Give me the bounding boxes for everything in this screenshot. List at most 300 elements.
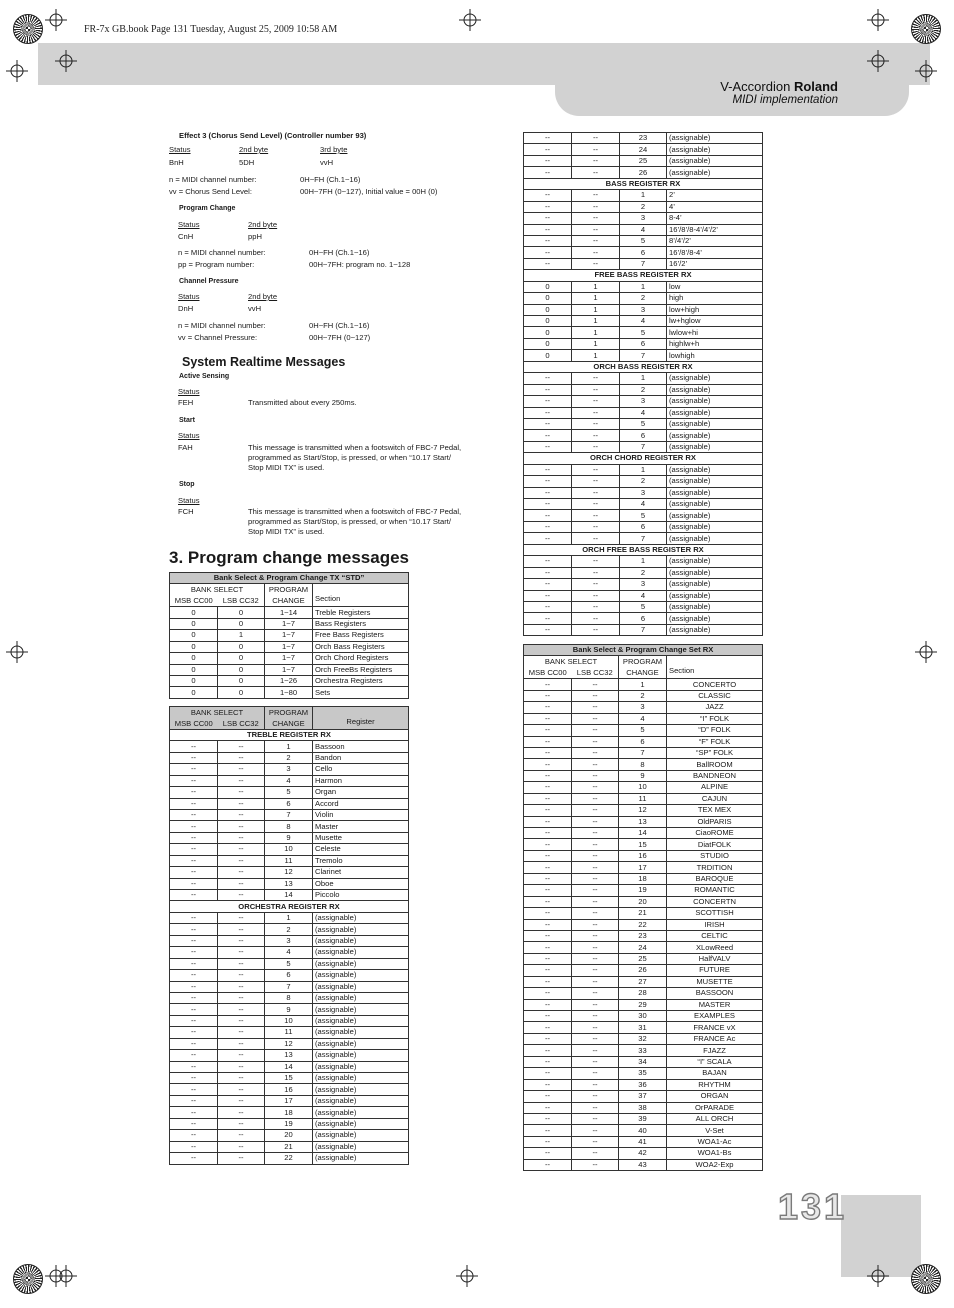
name-cell: (assignable) bbox=[313, 1141, 409, 1152]
program-cell: 7 bbox=[620, 441, 667, 452]
table-row bbox=[170, 912, 409, 923]
name-cell: 16’/8’/8-4’/4’/2’ bbox=[667, 224, 763, 235]
msb-cell: -- bbox=[524, 679, 572, 690]
registration-mark-icon bbox=[55, 1265, 77, 1287]
col-header-lsb: LSB CC32 bbox=[218, 595, 265, 606]
table-row bbox=[524, 1148, 763, 1159]
table-row bbox=[524, 533, 763, 544]
msb-cell: -- bbox=[524, 873, 572, 884]
program-cell: 17 bbox=[619, 862, 667, 873]
table-row bbox=[524, 828, 763, 839]
col-header-msb: MSB CC00 bbox=[170, 718, 218, 729]
lsb-cell: -- bbox=[218, 1073, 265, 1084]
table-row bbox=[170, 844, 409, 855]
table-row bbox=[524, 725, 763, 736]
program-cell: 2 bbox=[619, 690, 667, 701]
name-cell: IRISH bbox=[667, 919, 763, 930]
msb-cell: -- bbox=[524, 499, 572, 510]
pc-val-status: CnH bbox=[178, 232, 194, 241]
program-cell: 17 bbox=[265, 1095, 313, 1106]
name-cell: (assignable) bbox=[313, 912, 409, 923]
program-cell: 7 bbox=[619, 747, 667, 758]
table-row bbox=[524, 679, 763, 690]
name-cell: (assignable) bbox=[667, 373, 763, 384]
msb-cell: -- bbox=[524, 155, 572, 166]
col-header-change: CHANGE bbox=[265, 718, 313, 729]
program-cell: 1 bbox=[620, 556, 667, 567]
name-cell: Celeste bbox=[313, 844, 409, 855]
lsb-cell: -- bbox=[572, 725, 619, 736]
msb-cell: -- bbox=[170, 947, 218, 958]
name-cell: (assignable) bbox=[667, 533, 763, 544]
lsb-cell: 1 bbox=[572, 293, 620, 304]
name-cell: BallROOM bbox=[667, 759, 763, 770]
table-row bbox=[524, 304, 763, 315]
lsb-cell: -- bbox=[572, 1079, 619, 1090]
lsb-cell: -- bbox=[572, 953, 619, 964]
table-row bbox=[524, 213, 763, 224]
name-cell: CONCERTO bbox=[667, 679, 763, 690]
program-cell: 19 bbox=[619, 885, 667, 896]
lsb-cell: -- bbox=[572, 201, 620, 212]
msb-cell: -- bbox=[170, 741, 218, 752]
table-row bbox=[170, 618, 409, 629]
name-cell: 2’ bbox=[667, 190, 763, 201]
program-cell: 21 bbox=[265, 1141, 313, 1152]
lsb-cell: -- bbox=[572, 133, 620, 144]
program-cell: 43 bbox=[619, 1159, 667, 1170]
program-cell: 16 bbox=[265, 1084, 313, 1095]
lsb-cell: -- bbox=[218, 1153, 265, 1164]
name-cell: “I” FOLK bbox=[667, 713, 763, 724]
table-row bbox=[524, 430, 763, 441]
name-cell: (assignable) bbox=[313, 1095, 409, 1106]
lsb-cell: -- bbox=[218, 1118, 265, 1129]
program-cell: 8 bbox=[265, 992, 313, 1003]
table-row bbox=[524, 418, 763, 429]
realtime-title: System Realtime Messages bbox=[182, 355, 346, 369]
program-cell: 13 bbox=[619, 816, 667, 827]
stop-status-value: FCH bbox=[178, 507, 194, 516]
lsb-cell: 1 bbox=[218, 630, 265, 641]
table-row bbox=[170, 867, 409, 878]
name-cell: (assignable) bbox=[667, 499, 763, 510]
lsb-cell: -- bbox=[572, 407, 620, 418]
start-desc-line: This message is transmitted when a footswitch of FBC-7 Pedal, bbox=[248, 443, 462, 452]
msb-cell: -- bbox=[170, 832, 218, 843]
program-cell: 12 bbox=[265, 867, 313, 878]
lsb-cell: -- bbox=[218, 752, 265, 763]
name-cell: CELTIC bbox=[667, 930, 763, 941]
group-header-row bbox=[170, 901, 409, 912]
msb-cell: -- bbox=[170, 924, 218, 935]
name-cell: TEX MEX bbox=[667, 805, 763, 816]
msb-cell: -- bbox=[524, 1125, 572, 1136]
msb-cell: -- bbox=[170, 798, 218, 809]
name-cell: Oboe bbox=[313, 878, 409, 889]
name-cell: Treble Registers bbox=[313, 607, 409, 618]
msb-cell: -- bbox=[170, 1141, 218, 1152]
table-row bbox=[170, 809, 409, 820]
program-cell: 40 bbox=[619, 1125, 667, 1136]
name-cell: JAZZ bbox=[667, 702, 763, 713]
table-row bbox=[524, 327, 763, 338]
group-header-row bbox=[170, 729, 409, 740]
program-cell: 6 bbox=[620, 613, 667, 624]
group-header: BASS REGISTER RX bbox=[524, 178, 763, 189]
lsb-cell: -- bbox=[218, 878, 265, 889]
lsb-cell: -- bbox=[572, 713, 619, 724]
lsb-cell: -- bbox=[572, 476, 620, 487]
table-row bbox=[170, 878, 409, 889]
name-cell: Sets bbox=[313, 687, 409, 698]
pc-note-key: pp = Program number: bbox=[178, 260, 255, 269]
lsb-cell: -- bbox=[218, 787, 265, 798]
lsb-cell: -- bbox=[572, 613, 620, 624]
msb-cell: -- bbox=[170, 1084, 218, 1095]
msb-cell: -- bbox=[170, 809, 218, 820]
msb-cell: -- bbox=[524, 690, 572, 701]
msb-cell: -- bbox=[524, 1102, 572, 1113]
table-row bbox=[170, 1061, 409, 1072]
msb-cell: -- bbox=[524, 725, 572, 736]
program-cell: 24 bbox=[620, 144, 667, 155]
lsb-cell: -- bbox=[218, 867, 265, 878]
name-cell: WOA1-Ac bbox=[667, 1136, 763, 1147]
lsb-cell: -- bbox=[572, 499, 620, 510]
set-rx-table bbox=[523, 644, 763, 1171]
name-cell: Bandon bbox=[313, 752, 409, 763]
msb-cell: -- bbox=[524, 896, 572, 907]
table-row bbox=[524, 144, 763, 155]
program-cell: 1~7 bbox=[265, 641, 313, 652]
name-cell: OrPARADE bbox=[667, 1102, 763, 1113]
msb-cell: -- bbox=[524, 556, 572, 567]
name-cell: Master bbox=[313, 821, 409, 832]
program-cell: 18 bbox=[265, 1107, 313, 1118]
msb-cell: -- bbox=[524, 1022, 572, 1033]
msb-cell: -- bbox=[170, 752, 218, 763]
start-status-value: FAH bbox=[178, 443, 193, 452]
brand-subtitle: MIDI implementation bbox=[732, 94, 838, 106]
name-cell: (assignable) bbox=[667, 487, 763, 498]
effect3-heading: Effect 3 (Chorus Send Level) (Controller number 93) bbox=[179, 131, 367, 140]
table-row bbox=[170, 607, 409, 618]
effect3-val-2nd: 5DH bbox=[239, 158, 255, 167]
program-cell: 7 bbox=[265, 981, 313, 992]
program-cell: 7 bbox=[620, 624, 667, 635]
bank-select-tx-table bbox=[169, 572, 409, 699]
program-cell: 31 bbox=[619, 1022, 667, 1033]
table-row bbox=[524, 1056, 763, 1067]
program-cell: 2 bbox=[620, 384, 667, 395]
program-cell: 1~7 bbox=[265, 653, 313, 664]
name-cell: Violin bbox=[313, 809, 409, 820]
col-header-bank: BANK SELECT bbox=[170, 707, 265, 718]
rosette-mark-icon bbox=[13, 1264, 43, 1294]
registration-mark-icon bbox=[459, 9, 481, 31]
lsb-cell: -- bbox=[218, 935, 265, 946]
msb-cell: 0 bbox=[170, 687, 218, 698]
table-row bbox=[524, 441, 763, 452]
name-cell: DiatFOLK bbox=[667, 839, 763, 850]
lsb-cell: -- bbox=[572, 1136, 619, 1147]
lsb-cell: -- bbox=[572, 999, 619, 1010]
registration-mark-icon bbox=[55, 50, 77, 72]
name-cell: CiaoROME bbox=[667, 828, 763, 839]
lsb-cell: -- bbox=[218, 912, 265, 923]
msb-cell: -- bbox=[524, 1079, 572, 1090]
start-heading: Start bbox=[179, 417, 195, 424]
msb-cell: -- bbox=[524, 862, 572, 873]
lsb-cell: -- bbox=[572, 828, 619, 839]
name-cell: BANDNEON bbox=[667, 770, 763, 781]
msb-cell: -- bbox=[524, 908, 572, 919]
msb-cell: -- bbox=[524, 976, 572, 987]
msb-cell: -- bbox=[524, 759, 572, 770]
lsb-cell: -- bbox=[218, 1027, 265, 1038]
lsb-cell: -- bbox=[218, 1061, 265, 1072]
lsb-cell: -- bbox=[572, 1045, 619, 1056]
name-cell: (assignable) bbox=[667, 556, 763, 567]
lsb-cell: -- bbox=[218, 890, 265, 901]
lsb-cell: -- bbox=[572, 1033, 619, 1044]
table-row bbox=[524, 1102, 763, 1113]
group-header: TREBLE REGISTER RX bbox=[170, 729, 409, 740]
lsb-cell: -- bbox=[218, 775, 265, 786]
lsb-cell: -- bbox=[572, 1011, 619, 1022]
program-cell: 20 bbox=[619, 896, 667, 907]
lsb-cell: -- bbox=[572, 805, 619, 816]
col-header-lsb: LSB CC32 bbox=[218, 718, 265, 729]
col-header-bank: BANK SELECT bbox=[524, 656, 619, 667]
program-cell: 21 bbox=[619, 908, 667, 919]
msb-cell: -- bbox=[524, 1091, 572, 1102]
program-cell: 22 bbox=[619, 919, 667, 930]
msb-cell: -- bbox=[524, 590, 572, 601]
msb-cell: -- bbox=[524, 805, 572, 816]
table-row bbox=[524, 759, 763, 770]
msb-cell: -- bbox=[524, 373, 572, 384]
name-cell: (assignable) bbox=[313, 1107, 409, 1118]
lsb-cell: -- bbox=[572, 396, 620, 407]
lsb-cell: -- bbox=[218, 855, 265, 866]
name-cell: “I” SCALA bbox=[667, 1056, 763, 1067]
lsb-cell: -- bbox=[572, 1068, 619, 1079]
active-status-label: Status bbox=[178, 387, 200, 396]
cp-val-2nd: vvH bbox=[248, 304, 262, 313]
name-cell: (assignable) bbox=[313, 1153, 409, 1164]
program-cell: 1 bbox=[619, 679, 667, 690]
table-row bbox=[524, 942, 763, 953]
channel-pressure-heading: Channel Pressure bbox=[179, 278, 239, 285]
lsb-cell: -- bbox=[218, 798, 265, 809]
name-cell: Bass Registers bbox=[313, 618, 409, 629]
lsb-cell: -- bbox=[572, 247, 620, 258]
msb-cell: 0 bbox=[170, 641, 218, 652]
program-cell: 12 bbox=[265, 1038, 313, 1049]
table-row bbox=[524, 235, 763, 246]
name-cell: BAROQUE bbox=[667, 873, 763, 884]
program-cell: 5 bbox=[619, 725, 667, 736]
registration-mark-icon bbox=[45, 9, 67, 31]
program-cell: 5 bbox=[620, 327, 667, 338]
msb-cell: -- bbox=[170, 764, 218, 775]
program-cell: 5 bbox=[265, 958, 313, 969]
table-row bbox=[524, 258, 763, 269]
program-cell: 9 bbox=[265, 1004, 313, 1015]
col-header-pc: PROGRAM bbox=[619, 656, 667, 667]
program-cell: 7 bbox=[265, 809, 313, 820]
stop-heading: Stop bbox=[179, 481, 195, 488]
name-cell: Orch Chord Registers bbox=[313, 653, 409, 664]
name-cell: MUSETTE bbox=[667, 976, 763, 987]
lsb-cell: -- bbox=[218, 947, 265, 958]
name-cell: BASSOON bbox=[667, 988, 763, 999]
program-cell: 25 bbox=[619, 953, 667, 964]
program-cell: 23 bbox=[620, 133, 667, 144]
name-cell: (assignable) bbox=[313, 981, 409, 992]
table-row bbox=[524, 590, 763, 601]
register-rx-table-continued bbox=[523, 132, 763, 636]
cp-note-value: 00H~7FH (0~127) bbox=[309, 333, 371, 342]
lsb-cell: -- bbox=[572, 487, 620, 498]
table-row bbox=[524, 930, 763, 941]
lsb-cell: -- bbox=[218, 1107, 265, 1118]
msb-cell: -- bbox=[524, 702, 572, 713]
lsb-cell: 0 bbox=[218, 607, 265, 618]
lsb-cell: -- bbox=[572, 1148, 619, 1159]
start-status-label: Status bbox=[178, 431, 200, 440]
name-cell: (assignable) bbox=[667, 144, 763, 155]
effect3-val-status: BnH bbox=[169, 158, 184, 167]
msb-cell: -- bbox=[524, 919, 572, 930]
name-cell: (assignable) bbox=[667, 464, 763, 475]
msb-cell: -- bbox=[524, 510, 572, 521]
program-change-heading: Program Change bbox=[179, 205, 236, 212]
table-row bbox=[524, 224, 763, 235]
name-cell: Harmon bbox=[313, 775, 409, 786]
msb-cell: 0 bbox=[524, 304, 572, 315]
table-row bbox=[524, 839, 763, 850]
name-cell: Orch Bass Registers bbox=[313, 641, 409, 652]
name-cell: (assignable) bbox=[313, 1038, 409, 1049]
table-row bbox=[170, 764, 409, 775]
table-row bbox=[524, 373, 763, 384]
table-row bbox=[524, 713, 763, 724]
group-header: ORCH CHORD REGISTER RX bbox=[524, 453, 763, 464]
name-cell: “F” FOLK bbox=[667, 736, 763, 747]
msb-cell: -- bbox=[170, 912, 218, 923]
effect3-val-3rd: vvH bbox=[320, 158, 334, 167]
group-header-row bbox=[524, 270, 763, 281]
program-cell: 36 bbox=[619, 1079, 667, 1090]
table-row bbox=[170, 1141, 409, 1152]
name-cell: “SP” FOLK bbox=[667, 747, 763, 758]
program-cell: 6 bbox=[620, 247, 667, 258]
program-cell: 2 bbox=[620, 567, 667, 578]
msb-cell: 0 bbox=[524, 350, 572, 361]
msb-cell: -- bbox=[170, 867, 218, 878]
program-cell: 1~80 bbox=[265, 687, 313, 698]
name-cell: (assignable) bbox=[667, 510, 763, 521]
program-cell: 23 bbox=[619, 930, 667, 941]
name-cell: MASTER bbox=[667, 999, 763, 1010]
table-row bbox=[524, 281, 763, 292]
lsb-cell: -- bbox=[572, 747, 619, 758]
table-row bbox=[524, 396, 763, 407]
lsb-cell: -- bbox=[218, 1015, 265, 1026]
table-row bbox=[170, 981, 409, 992]
table-row bbox=[524, 988, 763, 999]
msb-cell: -- bbox=[524, 144, 572, 155]
lsb-cell: -- bbox=[572, 690, 619, 701]
msb-cell: -- bbox=[170, 970, 218, 981]
registration-mark-icon bbox=[6, 60, 28, 82]
program-cell: 11 bbox=[265, 855, 313, 866]
table-row bbox=[170, 1095, 409, 1106]
msb-cell: -- bbox=[524, 613, 572, 624]
active-sensing-heading: Active Sensing bbox=[179, 373, 230, 380]
name-cell: Free Bass Registers bbox=[313, 630, 409, 641]
col-header-section: Section bbox=[667, 656, 763, 679]
msb-cell: -- bbox=[524, 1068, 572, 1079]
msb-cell: -- bbox=[524, 1136, 572, 1147]
table-row bbox=[524, 953, 763, 964]
program-cell: 5 bbox=[265, 787, 313, 798]
msb-cell: -- bbox=[170, 1107, 218, 1118]
msb-cell: -- bbox=[524, 782, 572, 793]
lsb-cell: 0 bbox=[218, 653, 265, 664]
lsb-cell: -- bbox=[572, 930, 619, 941]
name-cell: OldPARIS bbox=[667, 816, 763, 827]
program-cell: 33 bbox=[619, 1045, 667, 1056]
program-cell: 2 bbox=[265, 752, 313, 763]
lsb-cell: -- bbox=[572, 679, 619, 690]
msb-cell: -- bbox=[170, 775, 218, 786]
name-cell: (assignable) bbox=[667, 133, 763, 144]
active-status-value: FEH bbox=[178, 398, 194, 407]
lsb-cell: -- bbox=[572, 521, 620, 532]
name-cell: TRDITION bbox=[667, 862, 763, 873]
name-cell: BAJAN bbox=[667, 1068, 763, 1079]
name-cell: Piccolo bbox=[313, 890, 409, 901]
table-row bbox=[170, 787, 409, 798]
table-row bbox=[524, 338, 763, 349]
lsb-cell: 0 bbox=[218, 641, 265, 652]
name-cell: (assignable) bbox=[667, 430, 763, 441]
lsb-cell: -- bbox=[572, 155, 620, 166]
name-cell: ALPINE bbox=[667, 782, 763, 793]
msb-cell: -- bbox=[524, 167, 572, 178]
msb-cell: -- bbox=[524, 476, 572, 487]
name-cell: lwlow+hi bbox=[667, 327, 763, 338]
program-cell: 39 bbox=[619, 1113, 667, 1124]
cp-col-2nd: 2nd byte bbox=[248, 292, 278, 301]
table-row bbox=[524, 816, 763, 827]
msb-cell: -- bbox=[524, 1011, 572, 1022]
name-cell: (assignable) bbox=[667, 601, 763, 612]
table-row bbox=[524, 690, 763, 701]
name-cell: (assignable) bbox=[313, 1027, 409, 1038]
table-row bbox=[524, 613, 763, 624]
program-cell: 5 bbox=[620, 601, 667, 612]
name-cell: Bassoon bbox=[313, 741, 409, 752]
name-cell: XLowReed bbox=[667, 942, 763, 953]
name-cell: “D” FOLK bbox=[667, 725, 763, 736]
program-cell: 25 bbox=[620, 155, 667, 166]
table-row bbox=[524, 350, 763, 361]
